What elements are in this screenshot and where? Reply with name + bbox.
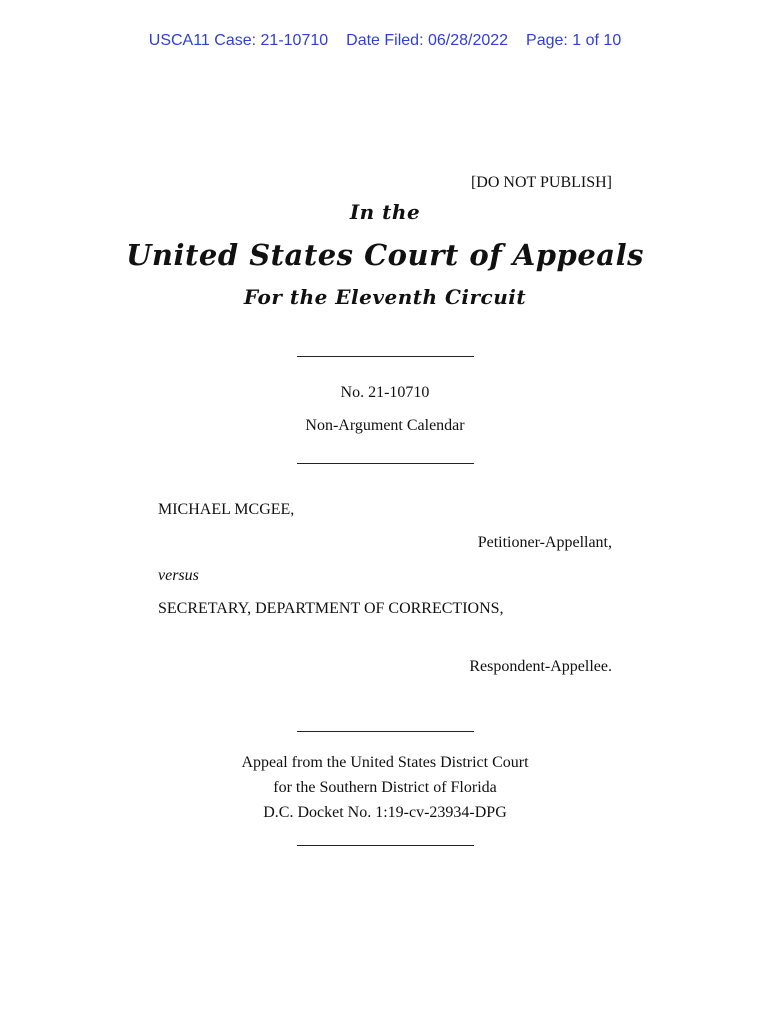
respondent-name: SECRETARY, DEPARTMENT OF CORRECTIONS, <box>158 600 504 617</box>
divider-rule <box>297 356 474 357</box>
appeal-origin-line-2: for the Southern District of Florida <box>273 779 497 796</box>
petitioner-role: Petitioner-Appellant, <box>477 534 612 551</box>
divider-rule <box>297 463 474 464</box>
page-count-stamp: Page: 1 of 10 <box>526 32 622 49</box>
divider-rule <box>297 845 474 846</box>
versus-label: versus <box>158 567 199 584</box>
respondent-role: Respondent-Appellee. <box>469 658 612 675</box>
filing-stamp-header <box>0 32 770 50</box>
court-name: United States Court of Appeals <box>126 238 644 272</box>
divider-rule <box>297 731 474 732</box>
petitioner-name: MICHAEL MCGEE, <box>158 501 295 518</box>
case-number: No. 21-10710 <box>340 384 430 401</box>
case-number-stamp: USCA11 Case: 21-10710 <box>148 32 329 49</box>
appeal-origin-line-1: Appeal from the United States District Court <box>241 754 529 771</box>
publish-notice: [DO NOT PUBLISH] <box>470 174 612 191</box>
docket-number: D.C. Docket No. 1:19-cv-23934-DPG <box>263 804 507 821</box>
court-circuit: For the Eleventh Circuit <box>243 285 527 309</box>
calendar-type: Non-Argument Calendar <box>305 417 465 434</box>
court-in-the: In the <box>349 200 421 224</box>
date-filed-stamp: Date Filed: 06/28/2022 <box>346 32 509 49</box>
